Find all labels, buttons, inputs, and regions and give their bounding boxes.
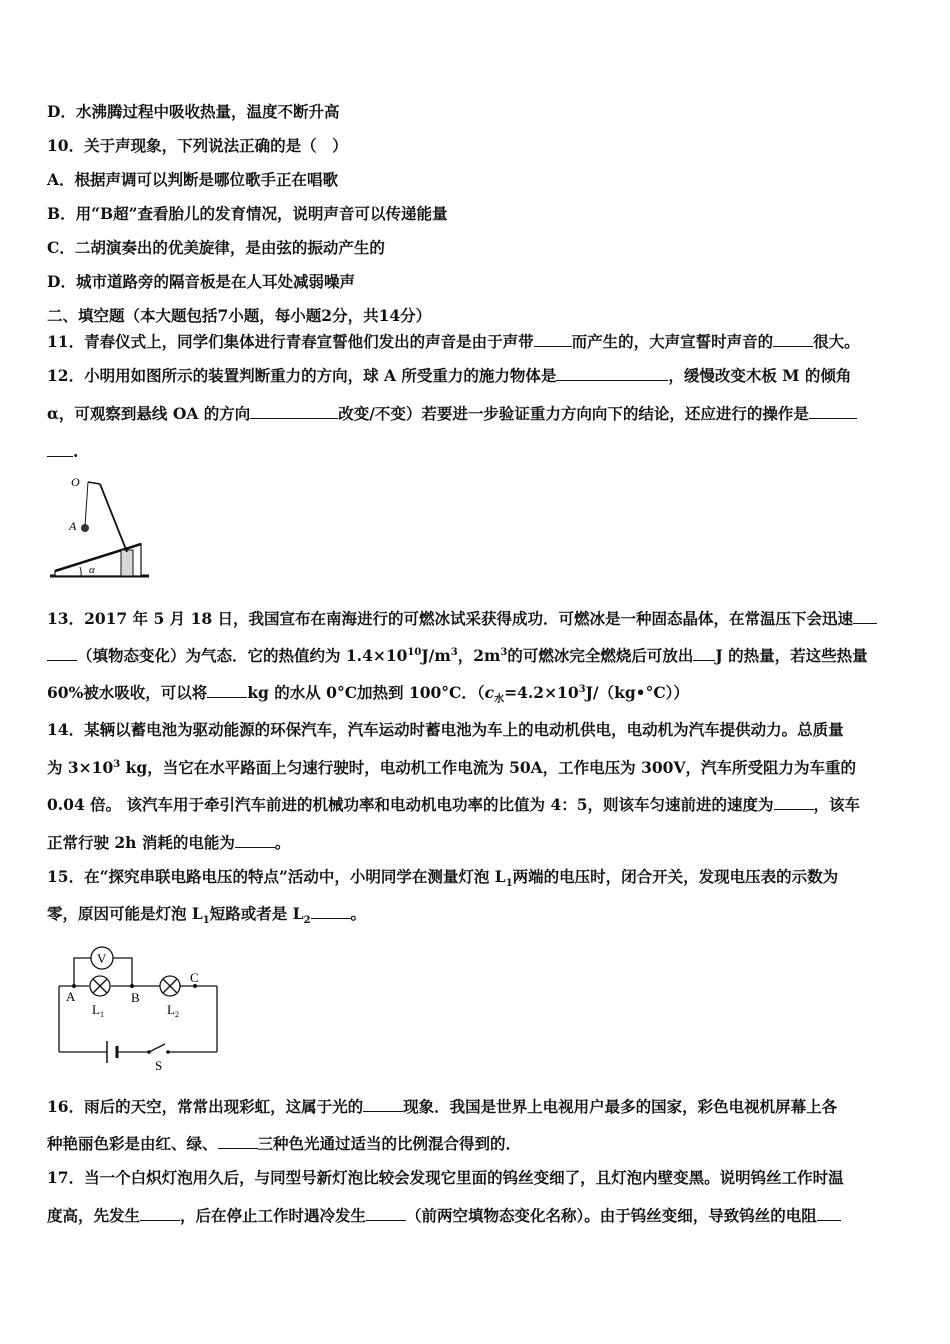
answer-blank bbox=[534, 332, 572, 347]
q13-line-1 bbox=[47, 609, 877, 629]
q16-text-4: 三种色光通过适当的比例混合得到的． bbox=[257, 1134, 522, 1153]
answer-blank bbox=[140, 1206, 180, 1221]
voltmeter-label: V bbox=[97, 951, 107, 966]
q14-line-4 bbox=[47, 833, 290, 853]
q9-option-d: D．水沸腾过程中吸收热量，温度不断升高 bbox=[47, 102, 340, 121]
q12-line-1 bbox=[47, 366, 851, 386]
answer-blank bbox=[774, 795, 814, 810]
q17-line-2 bbox=[47, 1206, 841, 1226]
q15-text-2: 两端的电压时，闭合开关，发现电压表的示数为 bbox=[512, 867, 839, 886]
q14-text-4: 0.04 倍。 该汽车用于牵引汽车前进的机械功率和电动机电功率的比值为 4：5，则该车匀速前进的速度为 bbox=[47, 795, 774, 814]
q13-text-4: ，2m bbox=[457, 646, 501, 665]
lamp-l1-label: $L_1$ bbox=[92, 1002, 104, 1019]
q16-text-1: 16．雨后的天空，常常出现彩虹，这属于光的 bbox=[47, 1097, 364, 1116]
answer-blank bbox=[366, 1206, 406, 1221]
exponent: 3 bbox=[113, 758, 121, 770]
q12-text-4: 改变/不变）若要进一步验证重力方向向下的结论，还应进行的操作是 bbox=[338, 404, 809, 423]
q11 bbox=[47, 332, 860, 352]
q15-text-5: 。 bbox=[350, 904, 367, 923]
specific-heat-symbol: c bbox=[484, 683, 495, 702]
q10-option-d: D．城市道路旁的隔音板是在人耳处减弱噪声 bbox=[47, 272, 355, 291]
answer-blank bbox=[773, 332, 813, 347]
q14-text-6: 正常行驶 2h 消耗的电能为 bbox=[47, 833, 235, 852]
q17-line-1: 17．当一个白炽灯泡用久后，与同型号新灯泡比较会发现它里面的钨丝变细了，且灯泡内壁变黑。说明钨丝工作时温 bbox=[47, 1168, 844, 1187]
subscript: 水 bbox=[494, 694, 505, 706]
q12-text-1: 12．小明用如图所示的装置判断重力的方向，球 A 所受重力的施力物体是 bbox=[47, 366, 557, 385]
q15-line-2 bbox=[47, 904, 367, 927]
q10-option-a: A．根据声调可以判断是哪位歌手正在唱歌 bbox=[47, 170, 339, 189]
subscript: 2 bbox=[303, 915, 311, 927]
answer-blank bbox=[250, 404, 338, 419]
answer-blank bbox=[218, 1134, 258, 1149]
q14-line-2 bbox=[47, 758, 856, 778]
exponent: 3 bbox=[450, 646, 458, 658]
q14-text-2: 为 3×10 bbox=[47, 758, 114, 777]
q17-text-2: 度高，先发生 bbox=[47, 1206, 141, 1225]
q11-text-2: 而产生的，大声宣誓时声音的 bbox=[571, 332, 774, 351]
subscript: 1 bbox=[505, 878, 513, 890]
q16-line-2 bbox=[47, 1134, 521, 1154]
q12-text-3: α，可观察到悬线 OA 的方向 bbox=[47, 404, 251, 423]
q11-text-1: 11．青春仪式上，同学们集体进行青春宣誓他们发出的声音是由于声带 bbox=[47, 332, 534, 351]
label-a: A bbox=[69, 519, 77, 533]
q17-text-4: （前两空填物态变化名称）。由于钨丝变细，导致钨丝的电阻 bbox=[406, 1206, 817, 1225]
answer-blank bbox=[809, 404, 857, 419]
q10-stem: 10．关于声现象，下列说法正确的是（ ） bbox=[47, 136, 348, 155]
q13-text-10: J/（kg•°C）） bbox=[585, 683, 689, 702]
series-circuit-figure bbox=[52, 938, 224, 1076]
q10-option-c: C．二胡演奏出的优美旋律，是由弦的振动产生的 bbox=[47, 238, 385, 257]
answer-blank bbox=[693, 646, 715, 661]
q13-text-5: 的可燃冰完全燃烧后可放出 bbox=[507, 646, 694, 665]
q12-line-2 bbox=[47, 404, 857, 424]
q12-line-3 bbox=[47, 442, 78, 462]
subscript: 1 bbox=[202, 915, 210, 927]
answer-blank bbox=[556, 366, 668, 381]
q13-text-1: 13．2017 年 5 月 18 日，我国宣布在南海进行的可燃冰试采获得成功．可燃冰是一种固态晶体，在常温压下会迅速 bbox=[47, 609, 854, 628]
answer-blank bbox=[47, 442, 73, 457]
q13-text-6: J 的热量，若这些热量 bbox=[715, 646, 868, 665]
answer-blank bbox=[817, 1206, 841, 1221]
q13-text-7: 60%被水吸收，可以将 bbox=[47, 683, 208, 702]
answer-blank bbox=[363, 1097, 403, 1112]
q13-text-3: J/m bbox=[421, 646, 451, 665]
answer-blank bbox=[47, 646, 77, 661]
point-a-label: A bbox=[66, 989, 76, 1004]
q15-line-1 bbox=[47, 867, 839, 890]
exponent: 10 bbox=[407, 646, 422, 658]
lamp-l2-label: $L_2$ bbox=[167, 1002, 179, 1019]
exponent: 3 bbox=[500, 646, 508, 658]
point-b-label: B bbox=[131, 990, 140, 1005]
q13-text-2: （填物态变化）为气态．它的热值约为 1.4×10 bbox=[77, 646, 408, 665]
q15-text-4: 短路或者是 L bbox=[209, 904, 304, 923]
section-2-title: 二、填空题（本大题包括7小题，每小题2分，共14分） bbox=[47, 306, 432, 325]
q13-line-3 bbox=[47, 683, 689, 706]
q12-text-5: . bbox=[73, 442, 79, 461]
incline-pendulum-figure bbox=[47, 470, 157, 582]
q15-text-1: 15．在“探究串联电路电压的特点”活动中，小明同学在测量灯泡 L bbox=[47, 867, 506, 886]
answer-blank bbox=[235, 833, 275, 848]
q13-line-2 bbox=[47, 646, 868, 666]
answer-blank bbox=[311, 904, 351, 919]
point-c-label: C bbox=[190, 970, 199, 985]
q11-text-3: 很大。 bbox=[813, 332, 860, 351]
q14-text-7: 。 bbox=[274, 833, 291, 852]
answer-blank bbox=[853, 609, 877, 624]
q14-line-1: 14．某辆以蓄电池为驱动能源的环保汽车，汽车运动时蓄电池为车上的电动机供电，电动机为汽车提供动力。总质量 bbox=[47, 720, 844, 739]
q13-text-9: =4.2×10 bbox=[504, 683, 579, 702]
q14-line-3 bbox=[47, 795, 860, 815]
answer-blank bbox=[207, 683, 247, 698]
label-o: O bbox=[71, 475, 80, 489]
q15-text-3: 零，原因可能是灯泡 L bbox=[47, 904, 203, 923]
q10-option-b: B．用“B超”查看胎儿的发育情况，说明声音可以传递能量 bbox=[47, 204, 448, 223]
q17-text-3: ，后在停止工作时遇冷发生 bbox=[180, 1206, 367, 1225]
switch-s-label: S bbox=[155, 1058, 163, 1073]
label-alpha: α bbox=[89, 564, 95, 576]
q16-line-1 bbox=[47, 1097, 837, 1117]
q14-text-5: ，该车 bbox=[813, 795, 861, 814]
exponent: 3 bbox=[578, 683, 586, 695]
q14-text-3: kg，当它在水平路面上匀速行驶时，电动机工作电流为 50A，工作电压为 300V，汽车所受阻力为车重的 bbox=[120, 758, 856, 777]
q13-text-8: kg 的水从 0°C加热到 100°C．（ bbox=[247, 683, 485, 702]
q16-text-3: 种艳丽色彩是由红、绿、 bbox=[47, 1134, 218, 1153]
q12-text-2: ，缓慢改变木板 M 的倾角 bbox=[668, 366, 852, 385]
q16-text-2: 现象．我国是世界上电视用户最多的国家，彩色电视机屏幕上各 bbox=[403, 1097, 838, 1116]
